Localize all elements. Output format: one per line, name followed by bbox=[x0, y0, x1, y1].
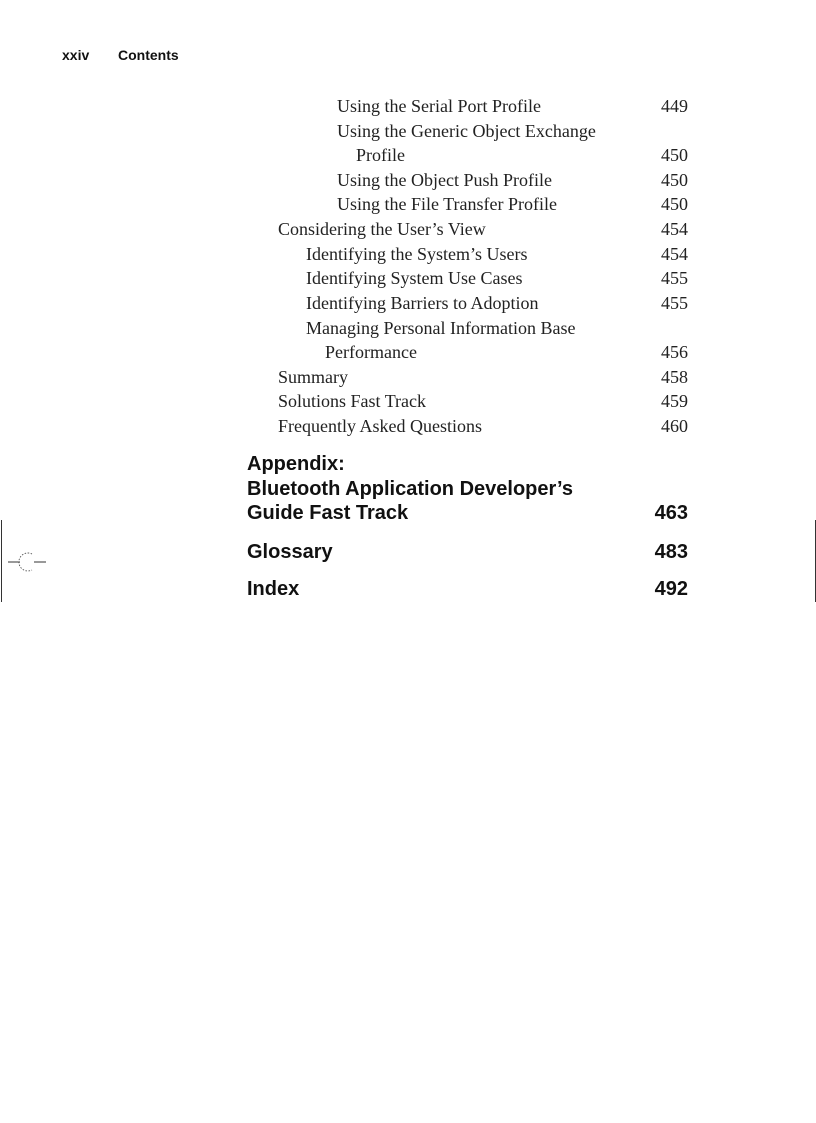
toc-entry-page: 454 bbox=[661, 244, 688, 264]
index-page: 492 bbox=[654, 578, 688, 600]
page-folio: xxiv bbox=[62, 47, 90, 63]
toc-entry-page: 450 bbox=[661, 170, 688, 190]
toc-entry-text[interactable]: Identifying System Use Cases bbox=[306, 268, 523, 288]
running-header bbox=[62, 47, 179, 63]
index-title[interactable]: Index bbox=[247, 578, 300, 600]
toc-entry-page: 458 bbox=[661, 367, 688, 387]
toc-entry-page: 459 bbox=[661, 391, 688, 411]
section-title: Contents bbox=[118, 47, 179, 63]
toc-entry-page: 456 bbox=[661, 342, 688, 362]
toc-entry-page: 455 bbox=[661, 268, 688, 288]
toc-entry-page: 450 bbox=[661, 145, 688, 165]
toc-entry-text[interactable]: Using the Generic Object Exchange bbox=[337, 121, 596, 141]
toc-entry-text[interactable]: Using the Object Push Profile bbox=[337, 170, 552, 190]
toc-entry-text[interactable]: Using the Serial Port Profile bbox=[337, 96, 541, 116]
toc-entry-text[interactable]: Identifying Barriers to Adoption bbox=[306, 293, 539, 313]
toc-entry-text[interactable]: Profile bbox=[356, 145, 405, 165]
appendix-title-line1[interactable]: Appendix: bbox=[247, 453, 345, 475]
toc-entry-text[interactable]: Summary bbox=[278, 367, 348, 387]
glossary-page: 483 bbox=[654, 541, 688, 563]
toc-entry-text[interactable]: Managing Personal Information Base bbox=[306, 318, 576, 338]
glossary-title[interactable]: Glossary bbox=[247, 541, 333, 563]
appendix-title-line3[interactable]: Guide Fast Track bbox=[247, 502, 409, 524]
toc-entry-text[interactable]: Identifying the System’s Users bbox=[306, 244, 528, 264]
toc-entry-text[interactable]: Using the File Transfer Profile bbox=[337, 194, 557, 214]
toc-entry-text[interactable]: Considering the User’s View bbox=[278, 219, 486, 239]
toc-entry-text[interactable]: Frequently Asked Questions bbox=[278, 416, 482, 436]
appendix-title-line2[interactable]: Bluetooth Application Developer’s bbox=[247, 478, 573, 500]
crop-mark-left-vertical bbox=[1, 520, 2, 602]
toc-entry-text[interactable]: Solutions Fast Track bbox=[278, 391, 427, 411]
toc-entry-page: 449 bbox=[661, 96, 688, 116]
toc-entry-text[interactable]: Performance bbox=[325, 342, 417, 362]
registration-mark-icon bbox=[6, 550, 48, 574]
toc-entry-page: 454 bbox=[661, 219, 688, 239]
toc-entry-page: 450 bbox=[661, 194, 688, 214]
appendix-page: 463 bbox=[654, 502, 688, 524]
toc-entry-page: 455 bbox=[661, 293, 688, 313]
toc-entry-page: 460 bbox=[661, 416, 688, 436]
